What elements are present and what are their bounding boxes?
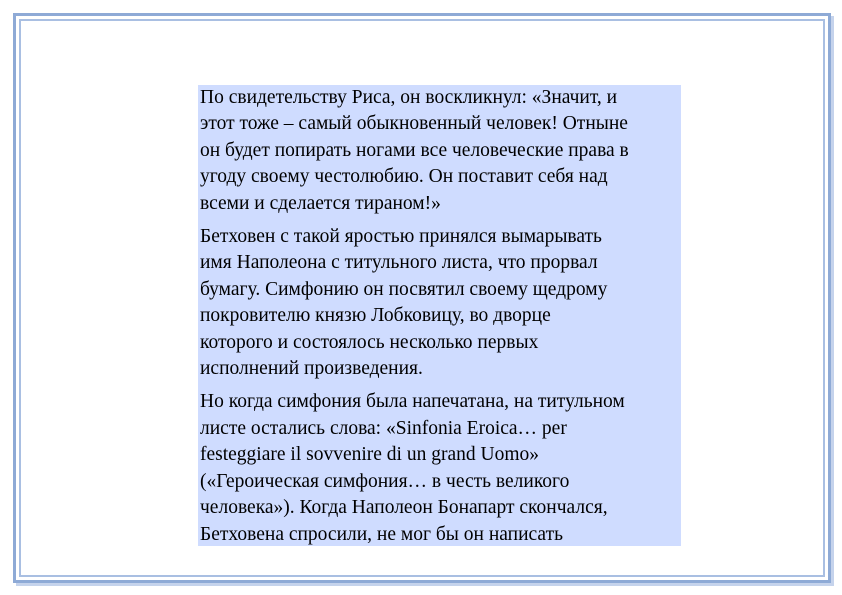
text-line: листе остались слова: «Sinfonia Eroica… per [200,417,567,439]
text-line: всеми и сделается тираном!» [200,192,441,214]
text-line: Бетховен с такой яростью принялся вымарывать [200,226,602,248]
text-line: исполнений произведения. [200,358,423,380]
text-line: угоду своему честолюбию. Он поставит себя над [200,166,608,188]
text-line: («Героическая симфония… в честь великого [200,470,570,492]
paragraph-1 [200,85,679,217]
text-line: По свидетельству Риса, он воскликнул: «Значит, и [200,87,618,108]
text-line: покровителю князю Лобковицу, во дворце [200,305,551,327]
text-line: он будет попирать ногами все человеческие права в [200,139,629,161]
text-line: этот тоже – самый обыкновенный человек! Отныне [200,113,628,135]
paragraph-3 [200,389,679,546]
text-line: человека»). Когда Наполеон Бонапарт скончался, [200,497,608,519]
paragraph-2 [200,224,679,382]
text-line: которого и состоялось несколько первых [200,331,539,353]
text-line: festeggiare il sovvenire di un grand Uomo» [200,444,539,466]
text-box [198,85,681,546]
text-line: бумагу. Симфонию он посвятил своему щедрому [200,278,608,300]
text-line: Бетховена спросили, не мог бы он написать [200,523,563,545]
text-line: Но когда симфония была напечатана, на титульном [200,391,625,413]
text-line: имя Наполеона с титульного листа, что прорвал [200,252,598,274]
